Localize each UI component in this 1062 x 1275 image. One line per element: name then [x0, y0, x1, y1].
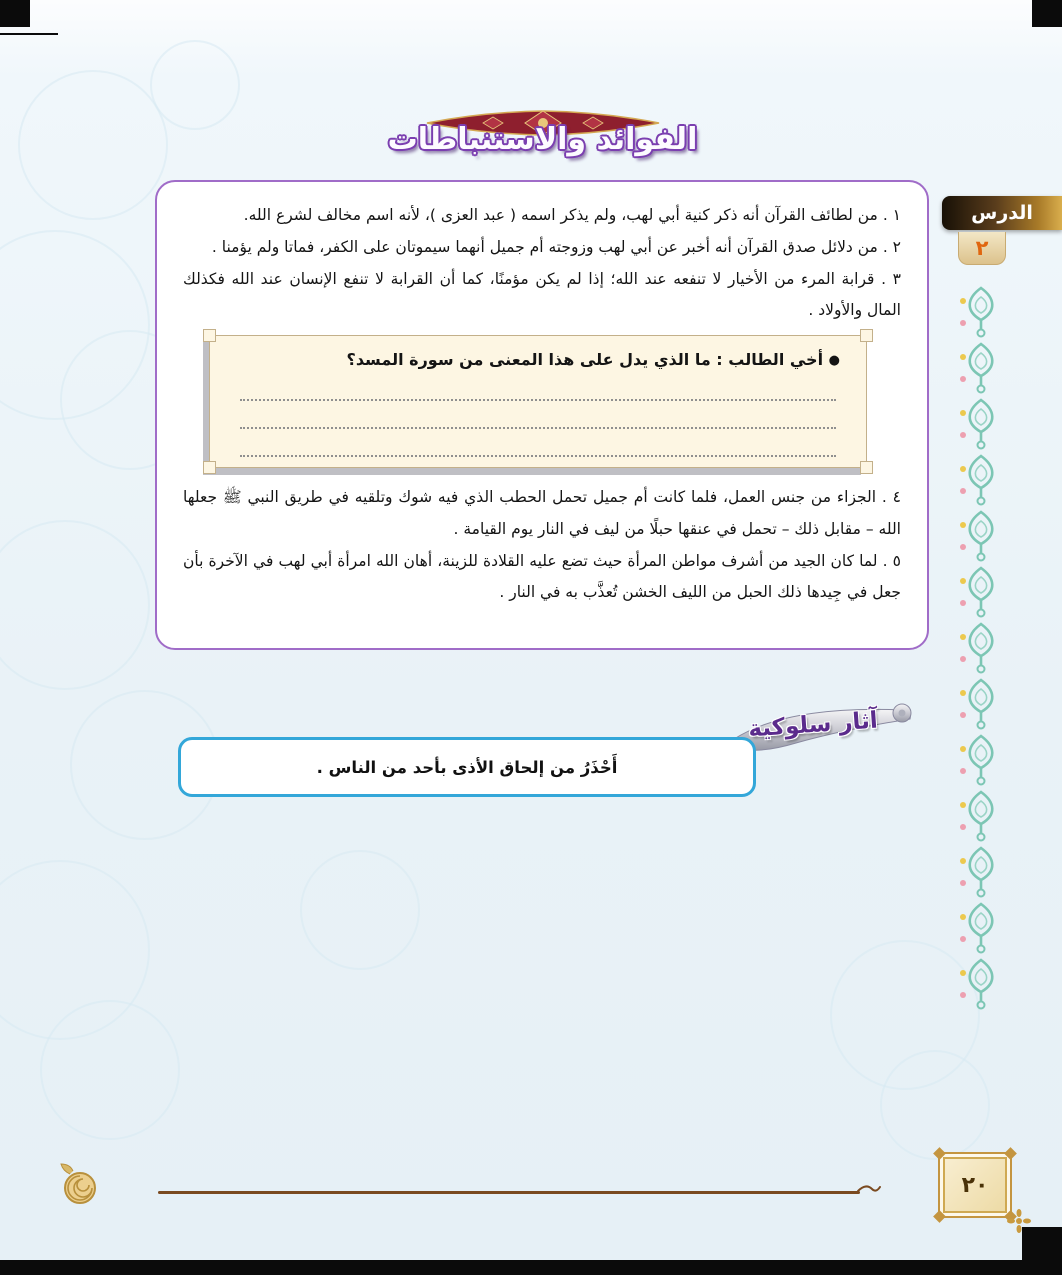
benefits-box [155, 180, 929, 650]
print-mark-bottom-bar [0, 1260, 1062, 1275]
frame-corner-icon [203, 461, 216, 474]
lesson-tab-label: الدرس [971, 202, 1033, 224]
arabesque-motif [953, 899, 1009, 955]
spiral-ornament-icon [54, 1158, 106, 1210]
benefit-item-5 [183, 546, 901, 610]
item-number: ٥ . [882, 551, 901, 570]
pattern-circle [18, 70, 168, 220]
print-mark-top-left [0, 0, 30, 27]
arabesque-motif [953, 507, 1009, 563]
frame-dot-icon [1004, 1147, 1017, 1160]
answer-line [240, 401, 836, 429]
item-number: ٤ . [881, 488, 901, 507]
footer-rule [158, 1191, 860, 1194]
arabesque-motif [953, 563, 1009, 619]
arabesque-motif [953, 283, 1009, 339]
side-ornament-strip [952, 283, 1010, 1011]
benefit-item-2 [183, 232, 901, 264]
print-mark-bottom-right [1022, 1227, 1062, 1275]
frame-corner-icon [203, 329, 216, 342]
frame-dot-icon [933, 1210, 946, 1223]
arabesque-motif [953, 731, 1009, 787]
print-mark-top-left-line [0, 33, 58, 35]
lesson-number-badge [958, 232, 1006, 265]
item-text: لما كان الجيد من أشرف مواطن المرأة حيث تضع عليه القلادة للزينة، أهان الله امرأة أبي لهب في الآخرة بأن جعل في جِيدها ذلك الحبل من الليف الخشن تُعذَّب به في النار . [183, 551, 901, 602]
frame-corner-icon [860, 329, 873, 342]
print-mark-top-right [1032, 0, 1062, 27]
item-number: ١ . [882, 206, 901, 224]
arabesque-motif [953, 451, 1009, 507]
pattern-circle [300, 850, 420, 970]
item-number: ٣ . [881, 269, 901, 288]
arabesque-motif [953, 843, 1009, 899]
arabesque-motif [953, 395, 1009, 451]
arabesque-motif [953, 619, 1009, 675]
arabesque-motif [953, 955, 1009, 1011]
lesson-number: ٢ [975, 236, 989, 260]
student-question-box [209, 335, 867, 468]
question-line [236, 350, 840, 369]
item-text: من لطائف القرآن أنه ذكر كنية أبي لهب، ولم يذكر اسمه ( عبد العزى )، لأنه اسم مخالف لشرع الله. [243, 206, 878, 224]
answer-line [240, 373, 836, 401]
behavioral-note-box [178, 737, 756, 797]
pattern-circle [0, 520, 150, 690]
page-number-frame [938, 1152, 1012, 1218]
item-text: الجزاء من جنس العمل، فلما كانت أم جميل تحمل الحطب الذي فيه شوك وتلقيه في طريق النبي ﷺ جعلها الله – مقابل ذلك – تحمل في عنقها حبلًا من ليف في النار يوم القيامة . [183, 488, 901, 538]
answer-line [240, 429, 836, 457]
benefit-item-4 [183, 482, 901, 546]
bullet-icon: ● [828, 353, 840, 369]
item-number: ٢ . [882, 237, 901, 256]
arabesque-motif [953, 787, 1009, 843]
behavioral-label: آثار سلوكية [747, 707, 879, 743]
benefit-item-1 [183, 200, 901, 232]
arabesque-motif [953, 675, 1009, 731]
item-text: من دلائل صدق القرآن أنه أخبر عن أبي لهب وزوجته أم جميل أنهما سيموتان على الكفر، فماتا ولم يؤمنا . [211, 237, 878, 256]
pattern-circle [880, 1050, 990, 1160]
lesson-tab [942, 196, 1062, 230]
section-header [155, 108, 930, 157]
page-number: ٢٠ [961, 1172, 989, 1198]
flower-ornament-icon [1006, 1208, 1032, 1234]
item-text: قرابة المرء من الأخيار لا تنفعه عند الله؛ إذا لم يكن مؤمنًا، كما أن القرابة لا تنفع الإنسان عند الله فكذلك المال والأولاد . [183, 269, 901, 320]
arabesque-motif [953, 339, 1009, 395]
frame-corner-icon [860, 461, 873, 474]
behavioral-text: أَحْذَرُ من إلحاق الأذى بأحد من الناس . [316, 757, 618, 777]
question-text: أخي الطالب : ما الذي يدل على هذا المعنى من سورة المسد؟ [346, 350, 824, 370]
pattern-circle [40, 1000, 180, 1140]
footer-curl-icon [856, 1181, 882, 1201]
section-title: الفوائد والاستنباطات [387, 122, 698, 157]
benefit-item-3 [183, 264, 901, 328]
